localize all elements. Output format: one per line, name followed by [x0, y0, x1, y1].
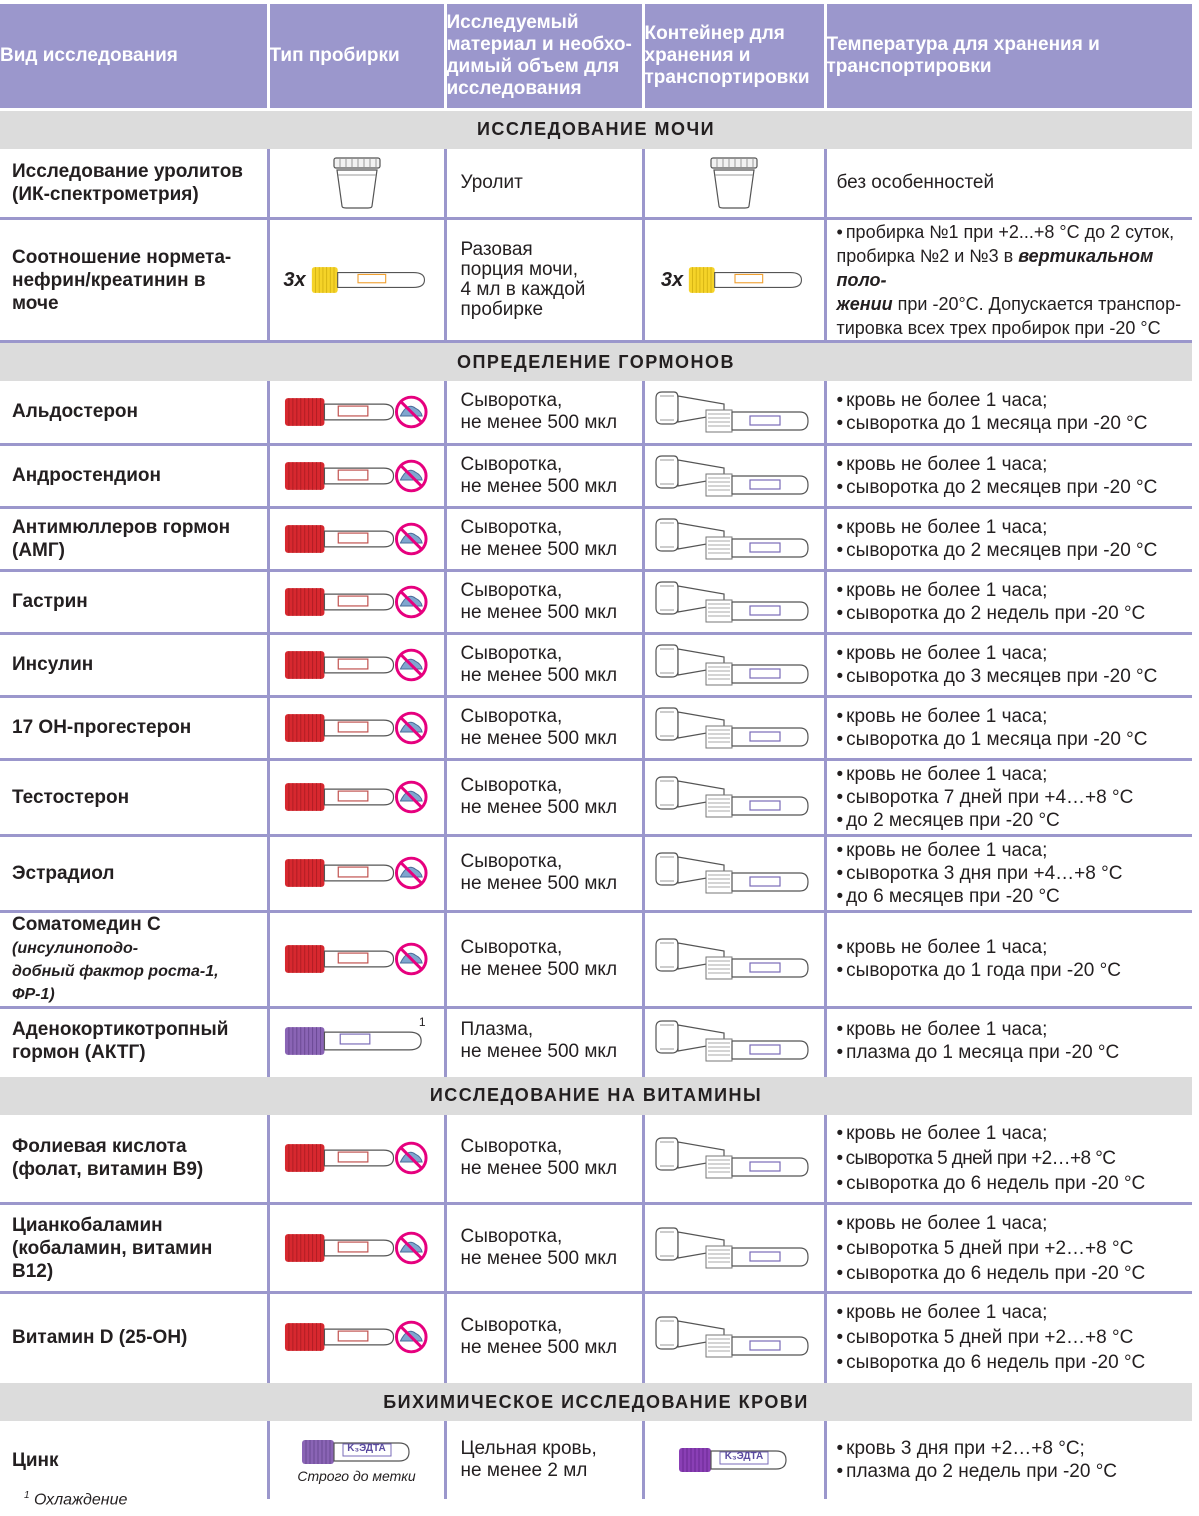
tube-cell	[268, 570, 445, 633]
table-row	[0, 570, 1192, 633]
container-cell	[643, 835, 825, 911]
tube-caption: Строго до метки	[297, 1467, 416, 1484]
study-name: 17 ОН-прогестерон	[0, 696, 268, 759]
cryovial-icon	[654, 1017, 814, 1065]
header-container: Контейнер для хранения и транспортировки	[643, 4, 825, 109]
study-name: Андростендион	[0, 444, 268, 507]
urine-container-icon	[709, 156, 759, 210]
container-cell	[643, 1204, 825, 1293]
footnote	[24, 1490, 127, 1509]
tube-cell	[268, 381, 445, 444]
material-cell: Цельная кровь, не менее 2 мл	[445, 1421, 643, 1499]
red-cap-tube-icon	[283, 582, 431, 622]
study-name: Альдостерон	[0, 381, 268, 444]
container-cell	[643, 219, 825, 342]
container-cell	[643, 759, 825, 835]
study-name: Цианкобаламин (кобаламин, витамин В12)	[0, 1204, 268, 1293]
section-row	[0, 1382, 1192, 1422]
temperature-cell: • кровь не более 1 часа; • сыворотка 5 дней при +2…+8 °С • сыворотка до 6 недель при -20 °С	[825, 1115, 1192, 1204]
red-cap-tube-icon	[283, 392, 431, 432]
red-cap-tube-icon	[283, 645, 431, 685]
cryovial-icon	[654, 388, 814, 436]
table-header-row	[0, 4, 1192, 109]
temperature-cell: • кровь не более 1 часа; • сыворотка до 2 месяцев при -20 °С	[825, 444, 1192, 507]
footnote-mark: 1	[418, 1014, 426, 1029]
red-cap-tube-icon	[283, 456, 431, 496]
table-row	[0, 444, 1192, 507]
tube-cell	[268, 1421, 445, 1499]
header-temperature: Температура для хранения и транспортировки	[825, 4, 1192, 109]
red-cap-tube-icon	[283, 853, 431, 893]
temperature-cell: • кровь не более 1 часа; • сыворотка 5 дней при +2…+8 °С • сыворотка до 6 недель при -20 °С	[825, 1293, 1192, 1382]
multiplier: 3x	[283, 268, 306, 291]
tube-cell	[268, 149, 445, 219]
section-row	[0, 109, 1192, 149]
temperature-cell: • кровь не более 1 часа; • сыворотка до 1 месяца при -20 °С	[825, 696, 1192, 759]
container-cell	[643, 696, 825, 759]
study-name: Витамин D (25-ОН)	[0, 1293, 268, 1382]
red-cap-tube-icon	[283, 1317, 431, 1357]
purple-cap-tube-icon	[283, 1021, 431, 1061]
temperature-cell: • кровь не более 1 часа; • плазма до 1 месяца при -20 °С	[825, 1007, 1192, 1075]
study-name: Цинк	[0, 1421, 268, 1499]
header-material: Исследуемый материал и необхо-димый объем для исследования	[445, 4, 643, 109]
edta-tube-icon	[678, 1445, 790, 1475]
temperature-cell: • кровь не более 1 часа; • сыворотка до 2 месяцев при -20 °С	[825, 507, 1192, 570]
table-row	[0, 633, 1192, 696]
material-cell: Сыворотка, не менее 500 мкл	[445, 835, 643, 911]
study-name: Фолиевая кислота (фолат, витамин В9)	[0, 1115, 268, 1204]
material-cell: Сыворотка, не менее 500 мкл	[445, 911, 643, 1007]
table-row	[0, 911, 1192, 1007]
material-cell: Сыворотка, не менее 500 мкл	[445, 381, 643, 444]
container-cell	[643, 444, 825, 507]
material-cell: Сыворотка, не менее 500 мкл	[445, 444, 643, 507]
tube-cell	[268, 1007, 445, 1075]
cryovial-icon	[654, 1134, 814, 1182]
tube-cell	[268, 759, 445, 835]
multiplier: 3x	[660, 268, 684, 291]
tube-cell	[268, 1115, 445, 1204]
cryovial-icon	[654, 1313, 814, 1361]
container-cell	[643, 507, 825, 570]
section-row	[0, 342, 1192, 382]
material-cell: Сыворотка, не менее 500 мкл	[445, 759, 643, 835]
temperature-cell: • пробирка №1 при +2...+8 °С до 2 суток, пробирка №2 и №3 в вертикальном поло- жении при -20°С. Допускается транспор- тировка всех трех пробирок при -20 °С	[825, 219, 1192, 342]
study-name: Инсулин	[0, 633, 268, 696]
section-title-biochem: БИХИМИЧЕСКОЕ ИССЛЕДОВАНИЕ КРОВИ	[0, 1382, 1192, 1422]
red-cap-tube-icon	[283, 1138, 431, 1178]
tube-cell	[268, 1293, 445, 1382]
edta-label: K₃ЭДТА	[724, 1451, 764, 1462]
temperature-cell: • кровь 3 дня при +2…+8 °С; • плазма до 2 недель при -20 °С	[825, 1421, 1192, 1499]
material-cell: Плазма, не менее 500 мкл	[445, 1007, 643, 1075]
study-name: Соматомедин С (инсулиноподо- добный фактор роста-1, ФР-1)	[0, 911, 268, 1007]
temperature-cell: • кровь не более 1 часа; • сыворотка до 1 месяца при -20 °С	[825, 381, 1192, 444]
tube-cell	[268, 696, 445, 759]
cryovial-icon	[654, 849, 814, 897]
table-row	[0, 507, 1192, 570]
red-cap-tube-icon	[283, 1228, 431, 1268]
section-title-urine: ИССЛЕДОВАНИЕ МОЧИ	[0, 109, 1192, 149]
red-cap-tube-icon	[283, 777, 431, 817]
container-cell	[643, 1293, 825, 1382]
container-cell	[643, 381, 825, 444]
study-name: Антимюллеров гормон (АМГ)	[0, 507, 268, 570]
material-cell: Сыворотка, не менее 500 мкл	[445, 1204, 643, 1293]
study-name: Исследование уролитов (ИК-спектрометрия)	[0, 149, 268, 219]
red-cap-tube-icon	[283, 519, 431, 559]
table-row	[0, 1115, 1192, 1204]
container-cell	[643, 570, 825, 633]
container-cell	[643, 633, 825, 696]
container-cell	[643, 1115, 825, 1204]
cryovial-icon	[654, 641, 814, 689]
section-title-hormones: ОПРЕДЕЛЕНИЕ ГОРМОНОВ	[0, 342, 1192, 382]
tube-cell	[268, 444, 445, 507]
study-name: Аденокортикотропный гормон (АКТГ)	[0, 1007, 268, 1075]
cryovial-icon	[654, 773, 814, 821]
container-cell	[643, 149, 825, 219]
material-cell: Уролит	[445, 149, 643, 219]
tube-cell	[268, 633, 445, 696]
temperature-cell: • кровь не более 1 часа; • сыворотка до 2 недель при -20 °С	[825, 570, 1192, 633]
section-title-vitamins: ИССЛЕДОВАНИЕ НА ВИТАМИНЫ	[0, 1075, 1192, 1115]
study-name: Гастрин	[0, 570, 268, 633]
container-cell	[643, 1007, 825, 1075]
container-cell	[643, 911, 825, 1007]
study-name: Тестостерон	[0, 759, 268, 835]
tube-cell	[268, 219, 445, 342]
header-tube-type: Тип пробирки	[268, 4, 445, 109]
material-cell: Сыворотка, не менее 500 мкл	[445, 1293, 643, 1382]
footnote-mark: 1	[24, 1490, 30, 1501]
urine-container-icon	[332, 156, 382, 210]
temperature-cell: • кровь не более 1 часа; • сыворотка 3 дня при +4…+8 °С • до 6 месяцев при -20 °С	[825, 835, 1192, 911]
table-row	[0, 1204, 1192, 1293]
table-row	[0, 149, 1192, 219]
cryovial-icon	[654, 515, 814, 563]
study-name: Эстрадиол	[0, 835, 268, 911]
material-cell: Сыворотка, не менее 500 мкл	[445, 507, 643, 570]
table-row	[0, 1293, 1192, 1382]
table-row	[0, 1007, 1192, 1075]
cryovial-icon	[654, 935, 814, 983]
temperature-cell: • кровь не более 1 часа; • сыворотка 7 дней при +4…+8 °С • до 2 месяцев при -20 °С	[825, 759, 1192, 835]
section-row	[0, 1075, 1192, 1115]
cryovial-icon	[654, 704, 814, 752]
header-study-type: Вид исследования	[0, 4, 268, 109]
material-cell: Сыворотка, не менее 500 мкл	[445, 696, 643, 759]
edta-label: K₃ЭДТА	[347, 1442, 386, 1454]
tube-cell	[268, 1204, 445, 1293]
table-row	[0, 1421, 1192, 1499]
study-name: Соотношение нормета- нефрин/креатинин в моче	[0, 219, 268, 342]
table-row	[0, 835, 1192, 911]
edta-tube-icon	[301, 1437, 413, 1467]
cryovial-icon	[654, 578, 814, 626]
tube-cell	[268, 507, 445, 570]
temperature-cell: • кровь не более 1 часа; • сыворотка до 3 месяцев при -20 °С	[825, 633, 1192, 696]
material-cell: Сыворотка, не менее 500 мкл	[445, 1115, 643, 1204]
material-cell: Разовая порция мочи, 4 мл в каждой пробирке	[445, 219, 643, 342]
temperature-cell: без особенностей	[825, 149, 1192, 219]
cryovial-icon	[654, 452, 814, 500]
table-row	[0, 219, 1192, 342]
material-cell: Сыворотка, не менее 500 мкл	[445, 633, 643, 696]
material-cell: Сыворотка, не менее 500 мкл	[445, 570, 643, 633]
table-row	[0, 381, 1192, 444]
yellow-cap-tube-icon	[310, 263, 430, 297]
temperature-cell: • кровь не более 1 часа; • сыворотка до 1 года при -20 °С	[825, 911, 1192, 1007]
temperature-cell: • кровь не более 1 часа; • сыворотка 5 дней при +2…+8 °С • сыворотка до 6 недель при -20 °С	[825, 1204, 1192, 1293]
cryovial-icon	[654, 1224, 814, 1272]
red-cap-tube-icon	[283, 708, 431, 748]
yellow-cap-tube-icon	[687, 263, 807, 297]
table-row	[0, 696, 1192, 759]
footnote-text: Охлаждение	[29, 1491, 128, 1509]
container-cell	[643, 1421, 825, 1499]
tube-cell	[268, 835, 445, 911]
sample-requirements-table	[0, 4, 1192, 1499]
tube-cell	[268, 911, 445, 1007]
table-row	[0, 759, 1192, 835]
red-cap-tube-icon	[283, 939, 431, 979]
